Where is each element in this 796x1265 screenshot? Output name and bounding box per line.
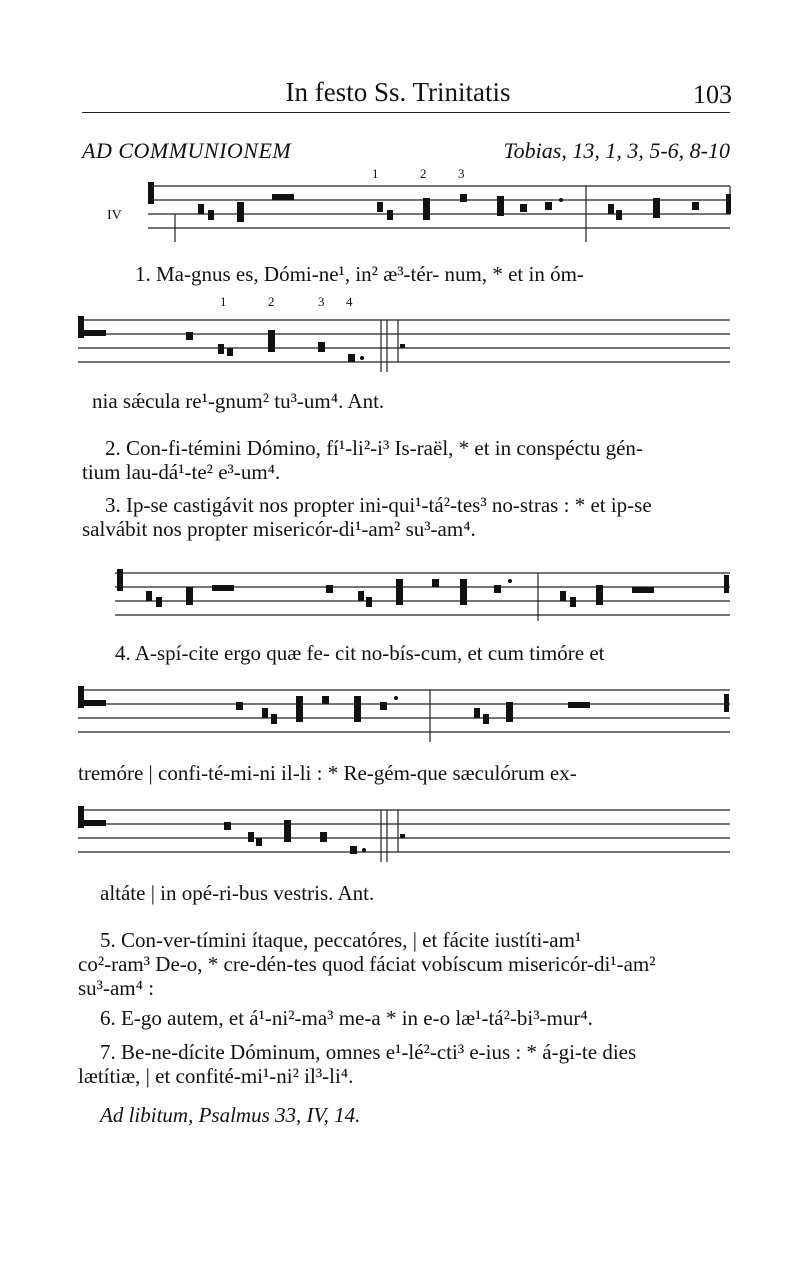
staff1-mark-3: 3 — [458, 166, 465, 181]
staff1-mark-2: 2 — [420, 166, 427, 181]
verse-5-line-2: co²-ram³ De-o, * cre-dén-tes quod fáciat vobíscum misericór-di¹-am² — [78, 952, 656, 976]
footer-note: Ad libitum, Psalmus 33, IV, 14. — [100, 1103, 361, 1127]
lyric-line-4: 4. A-spí-cite ergo quæ fe- cit no-bís-cum, et cum timóre et — [115, 641, 605, 665]
verse-2-line-2: tium lau-dá¹-te² e³-um⁴. — [82, 460, 281, 484]
chant-staff-4 — [0, 682, 796, 752]
lyric-line-1: 1. Ma-gnus es, Dómi-ne¹, in² æ³-tér- num, * et in óm- — [135, 262, 584, 286]
verse-5-line-3: su³-am⁴ : — [78, 976, 155, 1000]
verse-7-line-2: lætítiæ, | et confité-mi¹-ni² il³-li⁴. — [78, 1064, 354, 1088]
section-title: AD COMMUNIONEM — [82, 138, 292, 163]
running-title: In festo Ss. Trinitatis — [285, 77, 511, 107]
lyric-line-5: tremóre | confi-té-mi-ni il-li : * Re-gém-que sæculórum ex- — [78, 761, 577, 785]
staff2-mark-4: 4 — [346, 294, 353, 309]
page-number: 103 — [693, 80, 732, 109]
mode-label: IV — [107, 208, 122, 223]
staff2-mark-2: 2 — [268, 294, 275, 309]
verse-7-line-1: 7. Be-ne-dícite Dóminum, omnes e¹-lé²-cti³ e-ius : * á-gi-te dies — [100, 1040, 637, 1064]
header-rule — [82, 112, 730, 113]
lyric-line-6: altáte | in opé-ri-bus vestris. Ant. — [100, 881, 375, 905]
verse-3-line-2: salvábit nos propter misericór-di¹-am² su³-am⁴. — [82, 517, 476, 541]
staff2-mark-1: 1 — [220, 294, 227, 309]
staff2-mark-3: 3 — [318, 294, 325, 309]
chant-staff-5 — [0, 802, 796, 872]
staff1-mark-1: 1 — [372, 166, 379, 181]
verse-3-line-1: 3. Ip-se castigávit nos propter ini-qui¹-tá²-tes³ no-stras : * et ip-se — [105, 493, 652, 517]
verse-6: 6. E-go autem, et á¹-ni²-ma³ me-a * in e-o læ¹-tá²-bi³-mur⁴. — [100, 1006, 593, 1030]
lyric-line-2: nia sǽcula re¹-gnum² tu³-um⁴. Ant. — [92, 389, 385, 413]
verse-5-line-1: 5. Con-ver-tímini ítaque, peccatóres, | et fácite iustíti-am¹ — [100, 928, 582, 952]
verse-2-line-1: 2. Con-fi-témini Dómino, fí¹-li²-i³ Is-raël, * et in conspéctu gén- — [105, 436, 643, 460]
section-source: Tobias, 13, 1, 3, 5-6, 8-10 — [503, 138, 730, 163]
chant-staff-1 — [0, 180, 796, 250]
chant-staff-2 — [0, 312, 796, 382]
chant-staff-3 — [0, 565, 796, 635]
